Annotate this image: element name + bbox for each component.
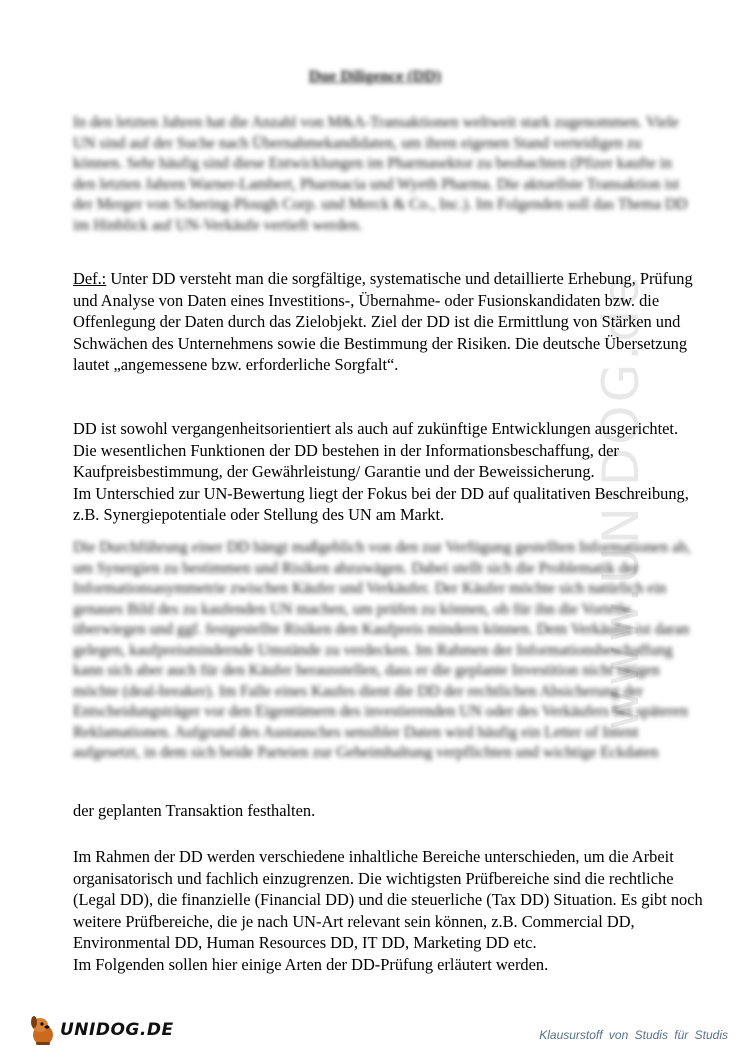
- logo-text: UNIDOG.DE: [60, 1020, 174, 1040]
- dd-paragraph-3: Im Unterschied zur UN-Bewertung liegt der Fokus bei der DD auf qualitativen Beschreibung, z.B. Synergiepotentiale oder Stellung des UN am Markt.: [73, 483, 689, 524]
- tail-text: der geplanten Transaktion festhalten.: [73, 801, 316, 820]
- tail-line: [73, 800, 713, 822]
- document-title: Due Diligence (DD): [308, 68, 442, 85]
- dog-mascot-icon: [28, 1013, 58, 1047]
- blurred-middle-paragraph: [73, 538, 693, 800]
- dd-paragraph-1: DD ist sowohl vergangenheitsorientiert als auch auf zukünftige Entwicklungen ausgerichtet.: [73, 419, 679, 438]
- dd-overview-section: [73, 418, 713, 539]
- definition-label: Def.:: [73, 269, 107, 288]
- scope-paragraph-2: Im Folgenden sollen hier einige Arten der DD-Prüfung erläutert werden.: [73, 954, 549, 974]
- footer-logo: [28, 1010, 174, 1050]
- definition-text: Unter DD versteht man die sorgfältige, systematische und detaillierte Erhebung, Prüfung und Analyse von Daten eines Investitions-, Übernahme- oder Fusionskandidaten bzw. die Offenlegung der Daten durch das Zielobjekt. Ziel der DD ist die Ermittlung von Stärken und Schwächen des Unternehmens sowie die Bestimmung der Risiken. Die deutsche Übersetzung lautet „angemessene bzw. erforderliche Sorgfalt“.: [73, 269, 693, 374]
- blurred-intro-paragraph: [73, 113, 693, 236]
- scope-paragraph-1: Im Rahmen der DD werden verschiedene inhaltliche Bereiche unterschieden, um die Arbeit organisatorisch und fachlich einzugrenzen. Die wichtigsten Prüfbereiche sind die rechtliche (Legal DD), die finanzielle (Financial DD) und die steuerliche (Tax DD) Situation. Es gibt noch weitere Prüfbereiche, die je nach UN-Art relevant sein können, z.B. Commercial DD, Environmental DD, Human Resources DD, IT DD, Marketing DD etc.: [73, 847, 703, 952]
- footer-tagline: Klausurstoff von Studis für Studis: [539, 1028, 728, 1042]
- watermark: www.UNIDOG.de: [592, 273, 650, 730]
- scope-section: [73, 846, 713, 975]
- dd-paragraph-2: Die wesentlichen Funktionen der DD bestehen in der Informationsbeschaffung, der Kaufpreisbestimmung, der Gewährleistung/ Garantie und der Beweissicherung.: [73, 440, 619, 481]
- definition-paragraph: [73, 268, 713, 376]
- middle-text: Die Durchführung einer DD hängt maßgeblich von den zur Verfügung gestellten Informationen ab, um Synergien zu bestimmen und Risiken abzuwägen. Dabei stellt sich die Problematik der Informationsasymmetrie zwischen Käufer und Verkäufer. Der Käufer möchte sich natürlich ein genaues Bild des zu kaufenden UN machen, um prüfen zu können, ob für ihn die Vorteile überwiegen und ggf. festgestellte Risiken den Kaufpreis mindern können. Dem Verkäufer ist daran gelegen, kaufpreismindernde Umstände zu verdecken. Im Rahmen der Informationsbeschaffung kann sich aber auch für den Käufer herausstellen, dass er die geplante Investition nicht tätigen möchte (deal-breaker). Im Falle eines Kaufes dient die DD der rechtlichen Absicherung der Entscheidungsträger vor den Eigentümern des investierenden UN oder des Verkäufers bei späteren Reklamationen. Aufgrund des Austausches sensibler Daten wird häufig ein Letter of Intent aufgesetzt, in dem sich beide Parteien zur Geheimhaltung verpflichten und wichtige Eckdaten: [73, 539, 691, 761]
- intro-text: In den letzten Jahren hat die Anzahl von M&A-Transaktionen weltweit stark zugenommen. Viele UN sind auf der Suche nach Übernahmekandidaten, um ihren eigenen Stand verteidigen zu können. Sehr häufig sind diese Entwicklungen im Pharmasektor zu beobachten (Pfizer kaufte in den letzten Jahren Warner-Lambert, Pharmacia und Wyeth Pharma. Die aktuellste Transaktion ist der Merger von Schering-Plough Corp. und Merck & Co., Inc.). Im Folgenden soll das Thema DD im Hinblick auf UN-Verkäufe vertieft werden.: [73, 114, 688, 234]
